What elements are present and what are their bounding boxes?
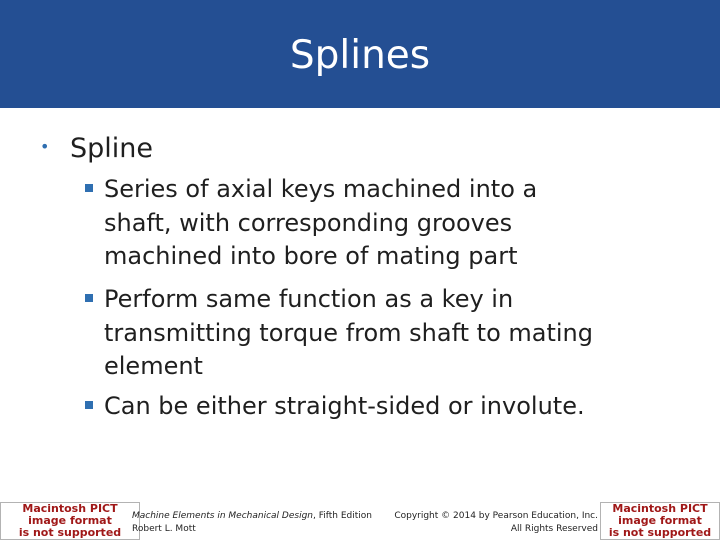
square-bullet-icon	[85, 184, 93, 192]
placeholder-text: image format	[28, 514, 112, 527]
unsupported-image-placeholder	[600, 502, 720, 540]
list-item	[104, 173, 704, 274]
edition: , Fifth Edition	[312, 511, 372, 521]
list-item-line: machined into bore of mating part	[104, 242, 518, 270]
rights-text: All Rights Reserved	[510, 524, 598, 534]
book-title: Machine Elements in Mechanical Design	[132, 511, 313, 521]
list-item-line: Series of axial keys machined into a	[104, 175, 538, 203]
placeholder-text: Macintosh PICT	[612, 502, 708, 515]
placeholder-text: Macintosh PICT	[22, 502, 118, 515]
square-bullet-icon	[85, 401, 93, 409]
placeholder-text: image format	[618, 514, 702, 527]
footer-book-credit	[132, 510, 372, 536]
footer-copyright	[394, 510, 598, 536]
unsupported-image-placeholder	[0, 502, 140, 540]
square-bullet-icon	[85, 294, 93, 302]
list-item-line: element	[104, 352, 203, 380]
title-bar	[0, 0, 720, 108]
list-item	[104, 283, 704, 384]
list-item	[104, 390, 704, 424]
placeholder-text: is not supported	[18, 526, 122, 539]
bullet-dot-icon: •	[40, 137, 50, 156]
list-item-line: Perform same function as a key in	[104, 285, 514, 313]
author: Robert L. Mott	[132, 524, 196, 534]
list-item-line: Can be either straight-sided or involute.	[104, 392, 585, 420]
slide-title: Splines	[289, 33, 431, 78]
copyright-text: Copyright © 2014 by Pearson Education, Inc.	[394, 511, 598, 521]
list-item-line: shaft, with corresponding grooves	[104, 208, 513, 237]
bullet-heading: Spline	[70, 133, 154, 164]
list-item-line: transmitting torque from shaft to mating	[104, 318, 593, 347]
placeholder-text: is not supported	[608, 526, 712, 539]
